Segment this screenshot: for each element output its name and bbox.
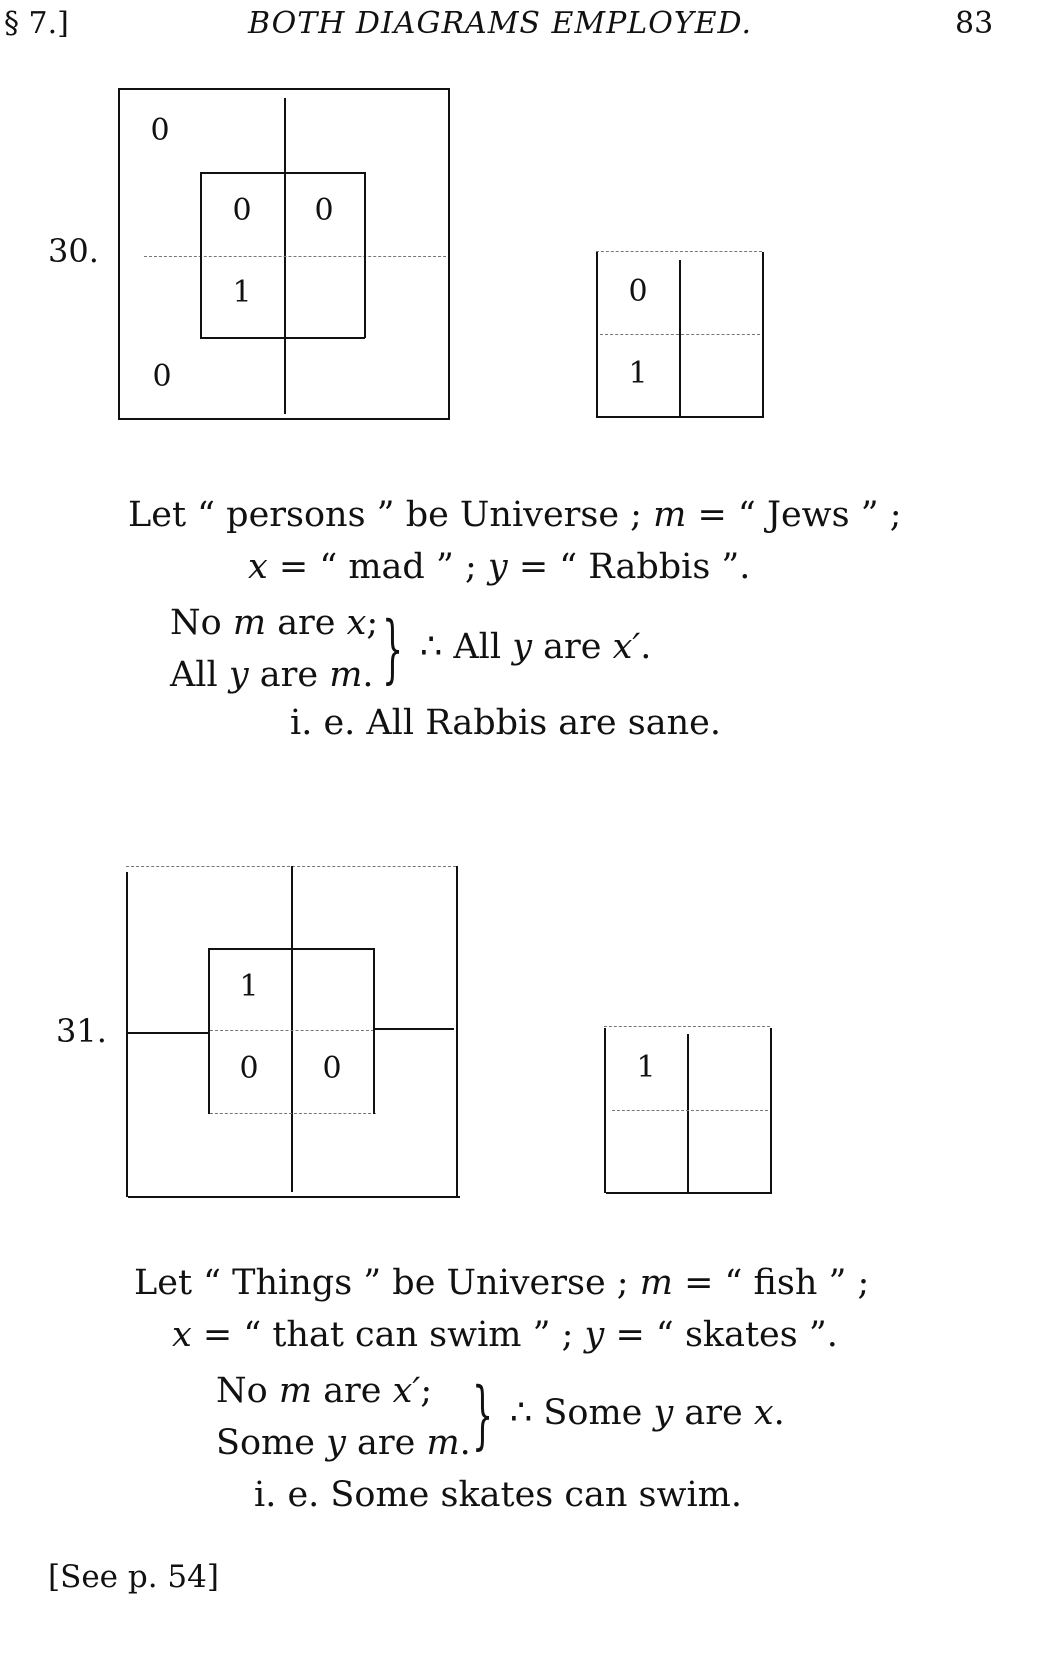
footer-reference: [See p. 54] <box>48 1559 219 1595</box>
problem-number: 30. <box>48 232 99 270</box>
cell-inner-sw: 0 <box>239 1051 259 1086</box>
conclusion: ∴ Some y are x. <box>510 1393 785 1433</box>
premise-2: Some y are m. <box>216 1423 471 1463</box>
conclusion: ∴ All y are x′. <box>420 627 652 667</box>
problem-number: 31. <box>56 1012 107 1050</box>
cell-inner-nw: 0 <box>232 193 252 228</box>
cell-inner-se: 0 <box>322 1051 342 1086</box>
section-marker: § 7.] <box>4 6 69 41</box>
cell-sw: 1 <box>628 356 648 391</box>
universe-line: Let “ persons ” be Universe ; m = “ Jews ” ; <box>128 495 902 535</box>
definitions-line: x = “ that can swim ” ; y = “ skates ”. <box>172 1315 838 1355</box>
cell-inner-ne: 0 <box>314 193 334 228</box>
page-title: BOTH DIAGRAMS EMPLOYED. <box>248 6 753 41</box>
interpretation: i. e. All Rabbis are sane. <box>290 703 721 743</box>
universe-line: Let “ Things ” be Universe ; m = “ fish ” ; <box>134 1263 870 1303</box>
definitions-line: x = “ mad ” ; y = “ Rabbis ”. <box>248 547 751 587</box>
premise-1: No m are x; <box>170 603 379 643</box>
premise-2: All y are m. <box>170 655 374 695</box>
premise-brace: } <box>382 606 404 692</box>
interpretation: i. e. Some skates can swim. <box>254 1475 742 1515</box>
cell-inner-nw: 1 <box>239 969 259 1004</box>
cell-outer-nw: 0 <box>150 113 170 148</box>
cell-nw: 1 <box>636 1050 656 1085</box>
premise-brace: } <box>472 1372 494 1458</box>
premise-1: No m are x′; <box>216 1371 433 1411</box>
cell-nw: 0 <box>628 274 648 309</box>
cell-outer-sw: 0 <box>152 359 172 394</box>
cell-inner-sw: 1 <box>232 275 252 310</box>
page-number: 83 <box>955 6 994 41</box>
